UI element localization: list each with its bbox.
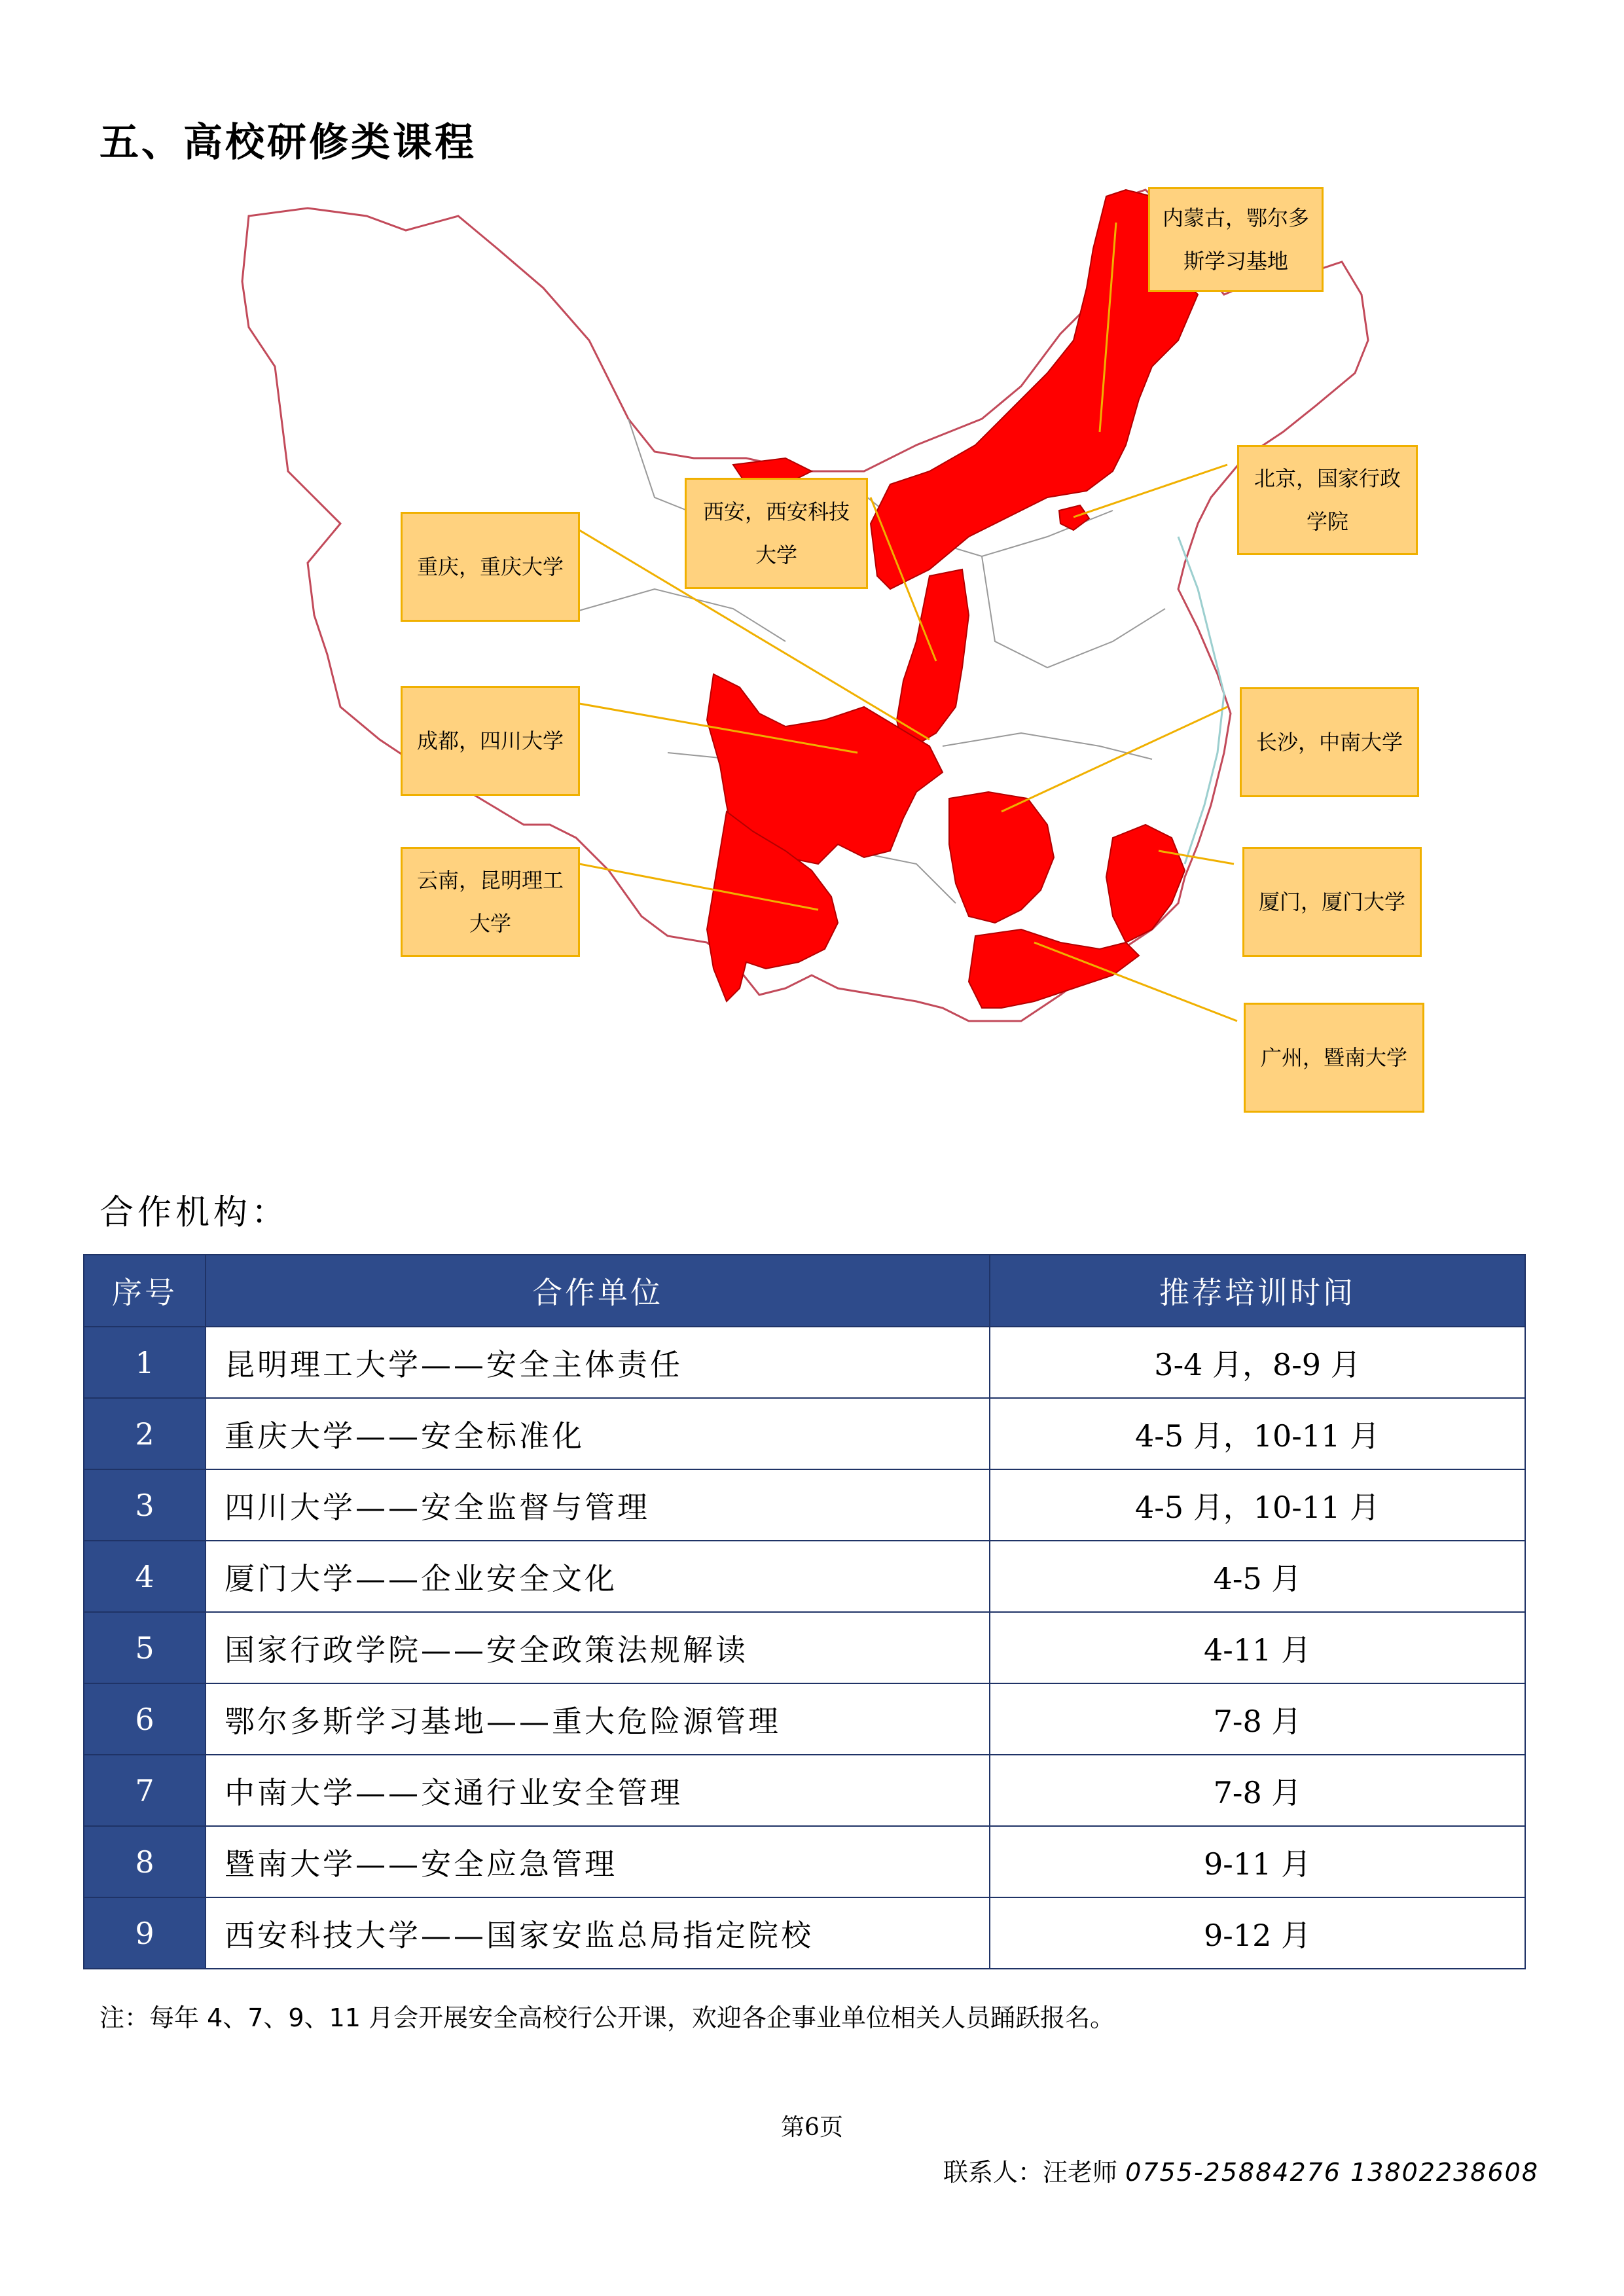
table-row <box>84 1541 1525 1612</box>
row-unit: 重庆大学——安全标准化 <box>206 1398 990 1469</box>
contact-phones: 0755-25884276 13802238608 <box>1125 2158 1539 2187</box>
region-fujian <box>1106 825 1185 942</box>
row-unit: 西安科技大学——国家安监总局指定院校 <box>206 1897 990 1969</box>
row-time: 4-5 月，10-11 月 <box>990 1398 1525 1469</box>
row-number: 2 <box>84 1398 206 1469</box>
table-row <box>84 1327 1525 1398</box>
row-time: 9-12 月 <box>990 1897 1525 1969</box>
row-unit: 昆明理工大学——安全主体责任 <box>206 1327 990 1398</box>
table-row <box>84 1612 1525 1683</box>
footnote: 注：每年 4、7、9、11 月会开展安全高校行公开课，欢迎各企事业单位相关人员踊跃报名。 <box>99 2003 1115 2032</box>
callout-xian: 西安，西安科技大学 <box>685 478 868 589</box>
region-guangdong <box>969 929 1139 1008</box>
row-time: 7-8 月 <box>990 1683 1525 1755</box>
contact-info <box>943 2152 1539 2188</box>
partners-heading: 合作机构： <box>99 1193 290 1232</box>
page-number: 第6页 <box>781 2114 843 2141</box>
row-unit: 鄂尔多斯学习基地——重大危险源管理 <box>206 1683 990 1755</box>
row-time: 9-11 月 <box>990 1826 1525 1897</box>
row-number: 7 <box>84 1755 206 1826</box>
row-unit: 中南大学——交通行业安全管理 <box>206 1755 990 1826</box>
table-row <box>84 1398 1525 1469</box>
row-number: 3 <box>84 1469 206 1541</box>
highlighted-regions <box>707 190 1198 1008</box>
row-time: 4-5 月，10-11 月 <box>990 1469 1525 1541</box>
table-row <box>84 1469 1525 1541</box>
callout-chengdu: 成都，四川大学 <box>401 686 580 796</box>
row-number: 8 <box>84 1826 206 1897</box>
row-number: 9 <box>84 1897 206 1969</box>
table-row <box>84 1826 1525 1897</box>
table-row <box>84 1897 1525 1969</box>
contact-label: 联系人：汪老师 <box>943 2158 1118 2187</box>
header-unit: 合作单位 <box>206 1255 990 1327</box>
callout-guangzhou: 广州，暨南大学 <box>1244 1003 1424 1113</box>
row-number: 4 <box>84 1541 206 1612</box>
row-number: 6 <box>84 1683 206 1755</box>
callout-beijing: 北京，国家行政学院 <box>1237 445 1418 555</box>
callout-xiamen: 厦门，厦门大学 <box>1242 847 1422 957</box>
row-time: 4-5 月 <box>990 1541 1525 1612</box>
partners-table <box>83 1254 1526 1969</box>
header-time: 推荐培训时间 <box>990 1255 1525 1327</box>
row-time: 3-4 月，8-9 月 <box>990 1327 1525 1398</box>
row-unit: 厦门大学——企业安全文化 <box>206 1541 990 1612</box>
callout-kunming: 云南，昆明理工大学 <box>401 847 580 957</box>
row-time: 7-8 月 <box>990 1755 1525 1826</box>
table-row <box>84 1755 1525 1826</box>
section-title: 五、高校研修类课程 <box>99 120 477 166</box>
callout-chongqing: 重庆，重庆大学 <box>401 512 580 622</box>
row-unit: 暨南大学——安全应急管理 <box>206 1826 990 1897</box>
row-number: 1 <box>84 1327 206 1398</box>
header-number: 序号 <box>84 1255 206 1327</box>
region-shaanxi <box>897 569 969 753</box>
table-header-row <box>84 1255 1525 1327</box>
callout-neimenggu: 内蒙古，鄂尔多斯学习基地 <box>1148 187 1324 292</box>
row-unit: 四川大学——安全监督与管理 <box>206 1469 990 1541</box>
callout-changsha: 长沙，中南大学 <box>1240 687 1419 797</box>
row-unit: 国家行政学院——安全政策法规解读 <box>206 1612 990 1683</box>
table-row <box>84 1683 1525 1755</box>
row-number: 5 <box>84 1612 206 1683</box>
row-time: 4-11 月 <box>990 1612 1525 1683</box>
